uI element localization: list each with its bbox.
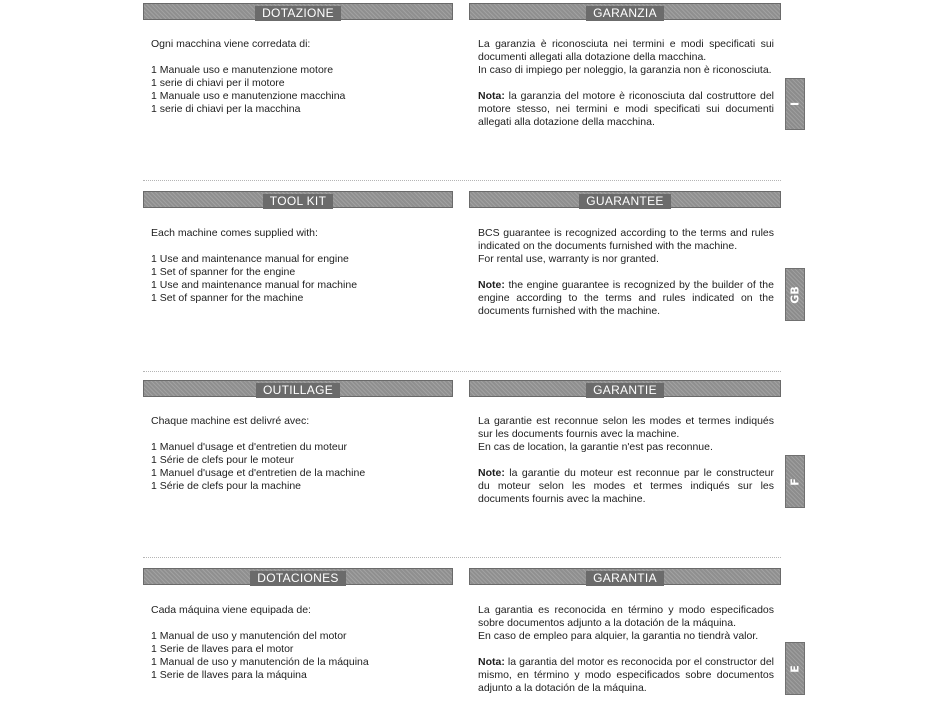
guarantee-note — [478, 90, 774, 129]
list-item: 1 Serie de llaves para la máquina — [151, 669, 307, 681]
guarantee-note — [478, 656, 774, 695]
list-item: 1 Manuale uso e manutenzione motore — [151, 64, 334, 76]
section-divider — [143, 180, 781, 181]
note-label: Note: — [478, 279, 505, 291]
header-bar-garantie — [469, 380, 781, 397]
guarantee-paragraph-2: In caso di impiego per noleggio, la garanzia non è riconosciuta. — [478, 64, 772, 76]
list-item: 1 serie di chiavi per la macchina — [151, 103, 301, 115]
guarantee-paragraph: La garantie est reconnue selon les modes et termes indiqués sur les documents fournis avec la machine. — [478, 415, 774, 440]
note-label: Nota: — [478, 90, 505, 102]
tool-kit-list — [151, 415, 451, 493]
language-code: GB — [788, 285, 802, 304]
language-tab-english — [785, 268, 805, 321]
tool-kit-list — [151, 604, 451, 682]
header-bar-tool-kit — [143, 191, 453, 208]
header-bar-garanzia — [469, 3, 781, 20]
language-code: E — [788, 664, 802, 673]
list-item: 1 Set of spanner for the engine — [151, 266, 296, 278]
intro-text: Each machine comes supplied with: — [151, 227, 318, 239]
header-bar-garantia — [469, 568, 781, 585]
section-title: GARANTIE — [586, 383, 664, 398]
tool-kit-list — [151, 38, 451, 116]
note-text: the engine guarantee is recognized by the builder of the engine according to the terms and rules indicated on the documents furnished with the machine. — [478, 279, 774, 317]
intro-text: Chaque machine est delivré avec: — [151, 415, 310, 427]
section-title: GARANTIA — [586, 571, 664, 586]
list-item: 1 Set of spanner for the machine — [151, 292, 304, 304]
guarantee-paragraph: La garantia es reconocida en término y modo especificados sobre documentos adjunto a la dotación de la máquina. — [478, 604, 774, 629]
header-bar-outillage — [143, 380, 453, 397]
list-item: 1 Use and maintenance manual for machine — [151, 279, 358, 291]
list-item: 1 Série de clefs pour le moteur — [151, 454, 294, 466]
section-title: GARANZIA — [586, 6, 664, 21]
section-divider — [143, 557, 781, 558]
section-title: DOTACIONES — [250, 571, 345, 586]
intro-text: Cada máquina viene equipada de: — [151, 604, 311, 616]
section-title: TOOL KIT — [263, 194, 333, 209]
list-item: 1 Serie de llaves para el motor — [151, 643, 294, 655]
section-title: DOTAZIONE — [255, 6, 341, 21]
guarantee-paragraph-2: For rental use, warranty is nor granted. — [478, 253, 659, 265]
list-item: 1 Manual de uso y manutención del motor — [151, 630, 347, 642]
language-code: I — [788, 101, 802, 107]
note-label: Nota: — [478, 656, 505, 668]
header-bar-dotazione — [143, 3, 453, 20]
header-bar-dotaciones — [143, 568, 453, 585]
list-item: 1 Série de clefs pour la machine — [151, 480, 301, 492]
list-item: 1 Manual de uso y manutención de la máquina — [151, 656, 369, 668]
guarantee-note — [478, 467, 774, 506]
list-item: 1 Manuel d'usage et d'entretien du moteur — [151, 441, 348, 453]
guarantee-text — [478, 604, 774, 695]
guarantee-text — [478, 227, 774, 318]
intro-text: Ogni macchina viene corredata di: — [151, 38, 311, 50]
list-item: 1 Manuale uso e manutenzione macchina — [151, 90, 346, 102]
note-label: Note: — [478, 467, 505, 479]
note-text: la garanzia del motore è riconosciuta dal costruttore del motore stesso, nei termini e modi specificati sui documenti allegati alla dotazione della macchina. — [478, 90, 774, 128]
list-item: 1 serie di chiavi per il motore — [151, 77, 285, 89]
language-tab-italian — [785, 78, 805, 130]
language-tab-french — [785, 455, 805, 508]
guarantee-text — [478, 415, 774, 506]
note-text: la garantie du moteur est reconnue par le constructeur du moteur selon les modes et termes indiqués sur les documents fournis avec la machine. — [478, 467, 774, 505]
tool-kit-list — [151, 227, 451, 305]
language-code: F — [788, 477, 802, 486]
guarantee-paragraph: La garanzia è riconosciuta nei termini e modi specificati sui documenti allegati alla dotazione della macchina. — [478, 38, 774, 63]
note-text: la garantia del motor es reconocida por el constructor del mismo, en término y modo especificados sobre documentos adjunto a la dotación de la máquina. — [478, 656, 774, 694]
guarantee-paragraph-2: En cas de location, la garantie n'est pas reconnue. — [478, 441, 713, 453]
guarantee-paragraph: BCS guarantee is recognized according to the terms and rules indicated on the documents furnished with the machine. — [478, 227, 774, 252]
guarantee-text — [478, 38, 774, 129]
language-tab-spanish — [785, 642, 805, 695]
section-divider — [143, 371, 781, 372]
section-title: OUTILLAGE — [256, 383, 340, 398]
guarantee-note — [478, 279, 774, 318]
guarantee-paragraph-2: En caso de empleo para alquier, la garantia no tiendrà valor. — [478, 630, 759, 642]
list-item: 1 Manuel d'usage et d'entretien de la machine — [151, 467, 366, 479]
list-item: 1 Use and maintenance manual for engine — [151, 253, 349, 265]
header-bar-guarantee — [469, 191, 781, 208]
section-title: GUARANTEE — [579, 194, 670, 209]
